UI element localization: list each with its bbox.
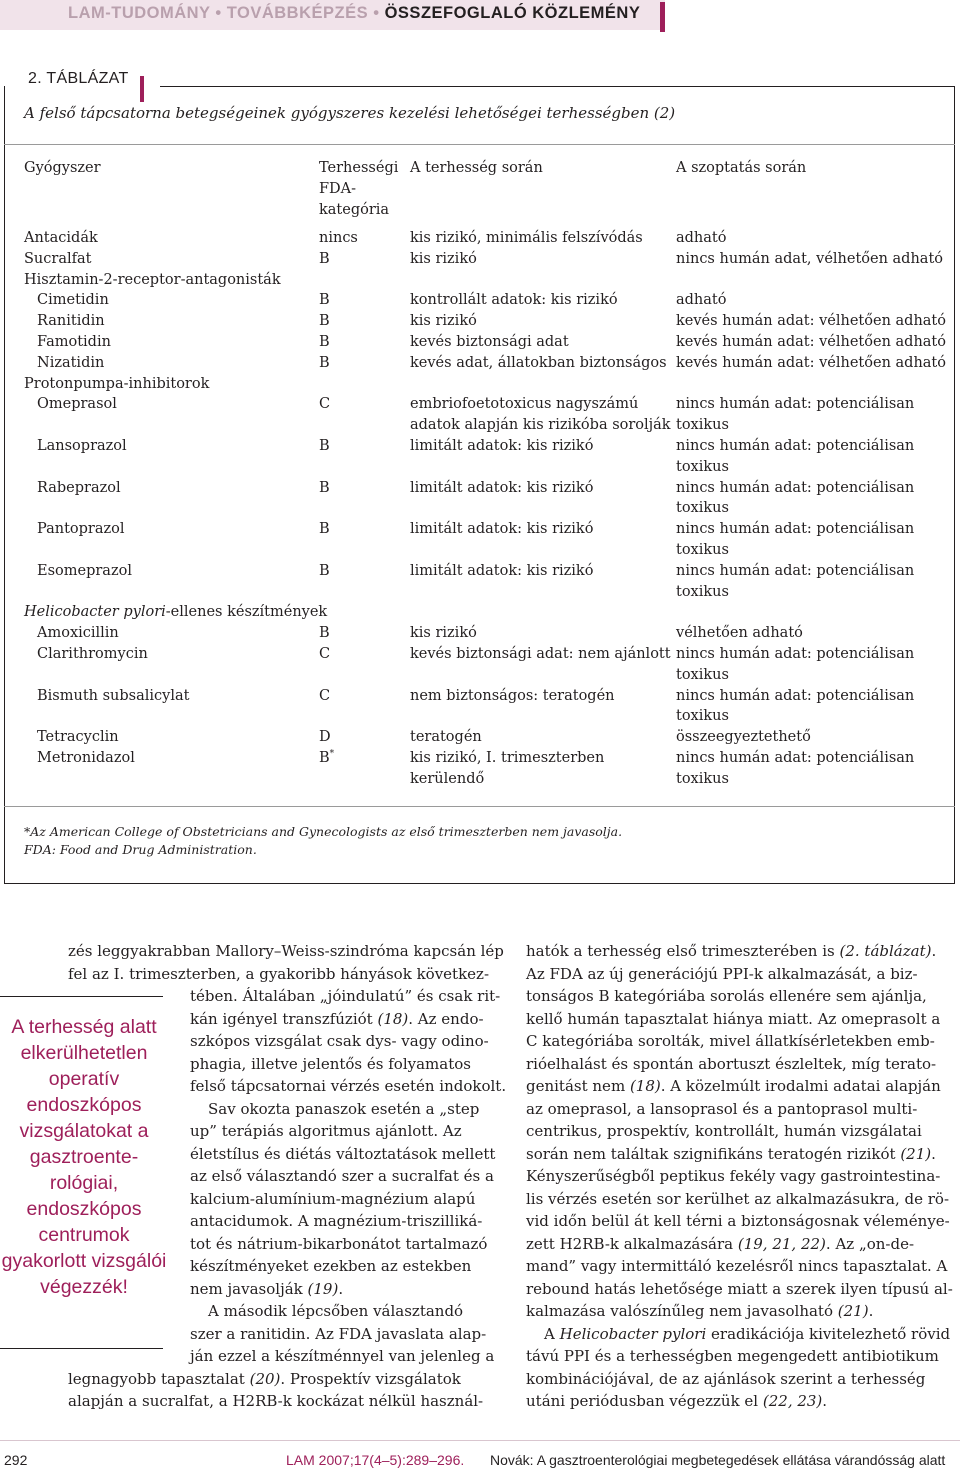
cell-pregnancy: limitált adatok: kis rizikó <box>410 521 594 538</box>
cell-drug: Hisztamin-2-receptor-antagonisták <box>24 271 281 288</box>
cell-fda: B* <box>319 749 335 766</box>
cell-pregnancy: kontrollált adatok: kis rizikó <box>410 292 618 309</box>
column-header-pregnancy: A terhesség során <box>410 160 543 176</box>
header-dot: • <box>373 4 380 22</box>
page-number: 292 <box>4 1452 28 1468</box>
cell-lactation: nincs humán adat: potenciálisan <box>676 646 915 662</box>
text-line: A Helicobacter pylori eradikációja kivitelezhető rövid <box>544 1324 951 1343</box>
cell-drug: Metronidazol <box>37 750 135 766</box>
text-line: zés leggyakrabban Mallory–Weiss-szindróma kapcsán lép <box>68 942 504 960</box>
header-section-2: TOVÁBBKÉPZÉS <box>226 4 369 22</box>
cell-lactation: nincs humán adat, vélhetően adható <box>676 250 944 267</box>
cell-drug: Antacidák <box>24 230 98 246</box>
text-line: tonságos B kategóriába sorolás ellenére sem ajánlja, <box>526 987 927 1005</box>
cell-lactation: toxikus <box>676 770 729 787</box>
cell-lactation: toxikus <box>676 458 729 475</box>
text-line: fel az I. trimeszterben, a gyakoribb hányások következ- <box>68 964 490 983</box>
text-line: rióelhalást és spontán abortuszt észleltek, míg terato- <box>526 1054 937 1073</box>
text-line: phagia, illetve jelentős és folyamatos <box>190 1054 471 1073</box>
text-line: up” terápiás algoritmus ajánlott. Az <box>190 1122 462 1140</box>
header-accent-bar <box>660 2 665 32</box>
cell-pregnancy: kis rizikó <box>410 313 477 330</box>
cell-lactation: nincs humán adat: potenciálisan <box>676 479 915 496</box>
cell-pregnancy: kis rizikó, I. trimeszterben <box>410 750 605 766</box>
cell-fda: C <box>319 646 331 662</box>
cell-lactation: toxikus <box>676 542 729 558</box>
text-line: kalcium-alumínium-magnézium alapú <box>190 1189 476 1208</box>
cell-pregnancy: limitált adatok: kis rizikó <box>410 438 594 454</box>
cell-pregnancy: limitált adatok: kis rizikó <box>410 562 594 579</box>
text-line: az omeprasol, a lansoprasol és a pantoprasol multi- <box>526 1099 918 1118</box>
cell-lactation: toxikus <box>676 666 729 683</box>
body-column-left <box>68 940 507 1413</box>
cell-lactation: kevés humán adat: vélhetően adható <box>676 354 946 371</box>
table-header-separator <box>4 144 955 145</box>
cell-drug: Bismuth subsalicylat <box>37 687 190 704</box>
cell-fda: D <box>319 729 331 746</box>
text-line: tében. Általában „jóindulatú” és csak rit- <box>190 987 501 1005</box>
cell-pregnancy: limitált adatok: kis rizikó <box>410 479 594 496</box>
cell-lactation: toxikus <box>676 708 729 725</box>
cell-fda: B <box>319 479 330 496</box>
cell-pregnancy: embriofoetotoxicus nagyszámú <box>410 396 639 413</box>
text-line: életstílus és diétás változtatások mellett <box>190 1144 496 1163</box>
text-line: lis vérzés esetén sor kerülhet az alkalmazásukra, de rö- <box>526 1189 950 1208</box>
cell-pregnancy: kevés adat, állatokban biztonságos <box>410 354 667 371</box>
text-line: alapján a sucralfat, a H2RB-k kockázat nélkül használ- <box>68 1392 484 1410</box>
footer-rule <box>0 1440 960 1441</box>
cell-pregnancy: adatok alapján kis rizikóba sorolják <box>410 417 671 434</box>
cell-drug: Famotidin <box>37 334 111 350</box>
text-line: Sav okozta panaszok esetén a „step <box>208 1099 480 1118</box>
cell-lactation: adható <box>676 230 727 246</box>
cell-fda: B <box>319 250 330 267</box>
cell-drug: Ranitidin <box>37 313 105 330</box>
text-line: hatók a terhesség első trimeszterében is (2. táblázat). <box>526 942 937 960</box>
cell-drug: Amoxicillin <box>37 625 119 642</box>
header-section-3: ÖSSZEFOGLALÓ KÖZLEMÉNY <box>384 4 641 22</box>
cell-fda: C <box>319 687 331 704</box>
cell-lactation: toxikus <box>676 500 729 517</box>
text-line: vid időn belül át kell térni a biztonságosnak véleménye- <box>526 1212 950 1230</box>
cell-fda: nincs <box>319 230 358 246</box>
cell-drug: Lansoprazol <box>37 438 127 454</box>
text-line: mand” vagy intermittáló kezelésről nincs tapasztalat. A <box>526 1257 948 1275</box>
cell-fda: B <box>319 292 330 309</box>
cell-lactation: kevés humán adat: vélhetően adható <box>676 313 946 330</box>
cell-fda: B <box>319 313 330 330</box>
column-header-fda <box>319 158 398 220</box>
cell-drug: Clarithromycin <box>37 646 148 662</box>
cell-lactation: toxikus <box>676 417 729 434</box>
cell-lactation: kevés humán adat: vélhetően adható <box>676 334 946 350</box>
table-footnote-1: *Az American College of Obstetricians and Gynecologists az első trimeszterben nem javasolja. <box>24 824 623 839</box>
cell-drug: Esomeprazol <box>37 562 132 579</box>
text-line: az első választandó szer a sucralfat és a <box>190 1167 494 1185</box>
cell-drug: Omeprasol <box>37 396 117 413</box>
table-label-accent <box>140 76 144 102</box>
cell-pregnancy: kevés biztonsági adat: nem ajánlott <box>410 646 671 662</box>
cell-drug: Tetracyclin <box>37 729 119 746</box>
table-top-border <box>160 86 955 87</box>
column-header-lactation: A szoptatás során <box>676 160 807 176</box>
text-line: utáni periódusban végezzük el (22, 23). <box>526 1392 828 1410</box>
cell-drug: Sucralfat <box>24 250 92 267</box>
cell-lactation: összeegyeztethető <box>676 729 811 746</box>
column-header-fda-line: Terhességi <box>319 160 399 176</box>
cell-fda: B <box>319 438 330 454</box>
cell-pregnancy: kis rizikó, minimális felszívódás <box>410 230 643 246</box>
text-line: szer a ranitidin. Az FDA javaslata alap- <box>190 1324 487 1343</box>
cell-fda: B <box>319 521 330 538</box>
pull-quote: A terhesség alatt elkerülhetetlen operatív endoszkópos vizsgálatokat a gasztroente-rológiai, endoszkópos centrumok gyakorlott vizsgálói végezzék! <box>1 1016 167 1298</box>
cell-pregnancy: kevés biztonsági adat <box>410 334 569 350</box>
text-line: A második lépcsőben választandó <box>208 1302 464 1320</box>
cell-lactation: nincs humán adat: potenciálisan <box>676 687 915 704</box>
text-line: antacidumok. A magnézium-triszilliká- <box>190 1212 483 1230</box>
cell-fda: B <box>319 354 330 371</box>
text-line: kalmazása valószínűleg nem javasolható (21). <box>526 1302 874 1320</box>
cell-lactation: nincs humán adat: potenciálisan <box>676 562 915 579</box>
cell-fda: B <box>319 625 330 642</box>
cell-lactation: nincs humán adat: potenciálisan <box>676 396 915 413</box>
table-footer-separator <box>4 806 955 807</box>
column-header-fda-line: FDA- <box>319 180 357 197</box>
cell-lactation: nincs humán adat: potenciálisan <box>676 521 915 538</box>
text-line: genitást nem (18). A közelmúlt irodalmi adatai alapján <box>526 1077 941 1095</box>
cell-drug: Protonpumpa-inhibitorok <box>24 375 210 392</box>
cell-drug: Pantoprazol <box>37 521 125 538</box>
text-line: rebound hatás lehetősége miatt a szerek ilyen típusú al- <box>526 1279 953 1298</box>
cell-drug: Cimetidin <box>37 292 109 309</box>
cell-pregnancy: nem biztonságos: teratogén <box>410 687 615 704</box>
column-header-drug: Gyógyszer <box>24 160 101 176</box>
cell-fda: B <box>319 334 330 350</box>
cell-lactation: toxikus <box>676 583 729 600</box>
text-line: centrikus, prospektív, kontrollált, humán vizsgálatai <box>526 1122 922 1140</box>
text-line: során nem találtak szignifikáns teratogén rizikót (21). <box>526 1144 936 1163</box>
text-line: felső tápcsatornai vérzés esetén indokolt. <box>190 1077 507 1095</box>
text-line: C kategóriába sorolták, mivel állatkísérletekben emb- <box>526 1032 935 1050</box>
text-line: szkópos vizsgálat csak dys- vagy odino- <box>190 1032 489 1050</box>
cell-lactation: vélhetően adható <box>676 625 803 642</box>
text-line: ján ezzel a készítménnyel van jelenleg a <box>190 1347 495 1365</box>
text-line: Kényszerűségből peptikus fekély vagy gastrointestina- <box>526 1167 941 1185</box>
cell-drug: Rabeprazol <box>37 479 121 496</box>
header-dot: • <box>215 4 222 22</box>
cell-pregnancy: teratogén <box>410 729 482 746</box>
text-line: kellő humán tapasztalat hiánya miatt. Az omeprasolt a <box>526 1009 941 1028</box>
text-line: távú PPI és a terhességben megengedett antibiotikum <box>526 1347 939 1365</box>
journal-reference: LAM 2007;17(4–5):289–296. <box>286 1452 465 1468</box>
cell-drug: Helicobacter pylori-ellenes készítmények <box>24 604 328 621</box>
header-section-1: LAM-TUDOMÁNY <box>68 4 211 22</box>
text-line: kán igényel transzfúziót (18). Az endo- <box>190 1009 484 1028</box>
cell-lactation: nincs humán adat: potenciálisan <box>676 750 915 766</box>
column-header-fda-line: kategória <box>319 201 390 218</box>
table-label: 2. TÁBLÁZAT <box>28 70 129 87</box>
cell-lactation: nincs humán adat: potenciálisan <box>676 438 915 454</box>
running-title: Novák: A gasztroenterológiai megbetegedések ellátása várandósság alatt <box>490 1452 946 1468</box>
cell-pregnancy: kis rizikó <box>410 625 477 642</box>
cell-drug: Nizatidin <box>37 354 105 371</box>
header-title <box>68 4 640 23</box>
text-line: Az FDA az új generációjú PPI-k alkalmazását, a biz- <box>526 964 918 983</box>
text-line: zett H2RB-k alkalmazására (19, 21, 22). Az „on-de- <box>526 1234 915 1253</box>
cell-pregnancy: kerülendő <box>410 770 485 787</box>
text-line: tot és nátrium-bikarbonátot tartalmazó <box>190 1234 488 1253</box>
cell-fda: C <box>319 396 331 413</box>
text-line: készítményeket ezekben az estekben <box>190 1257 472 1275</box>
text-line: nem javasolják (19). <box>190 1279 344 1298</box>
text-line: legnagyobb tapasztalat (20). Prospektív vizsgálatok <box>68 1369 461 1388</box>
body-column-right <box>526 940 956 1413</box>
text-line: kombinációjával, de az ajánlások szerint a terhesség <box>526 1369 926 1388</box>
cell-lactation: adható <box>676 292 727 309</box>
cell-fda: B <box>319 562 330 579</box>
table-footnote-2: FDA: Food and Drug Administration. <box>24 842 257 857</box>
table-caption: A felső tápcsatorna betegségeinek gyógyszeres kezelési lehetőségei terhességben (2) <box>24 104 676 122</box>
cell-pregnancy: kis rizikó <box>410 250 477 267</box>
